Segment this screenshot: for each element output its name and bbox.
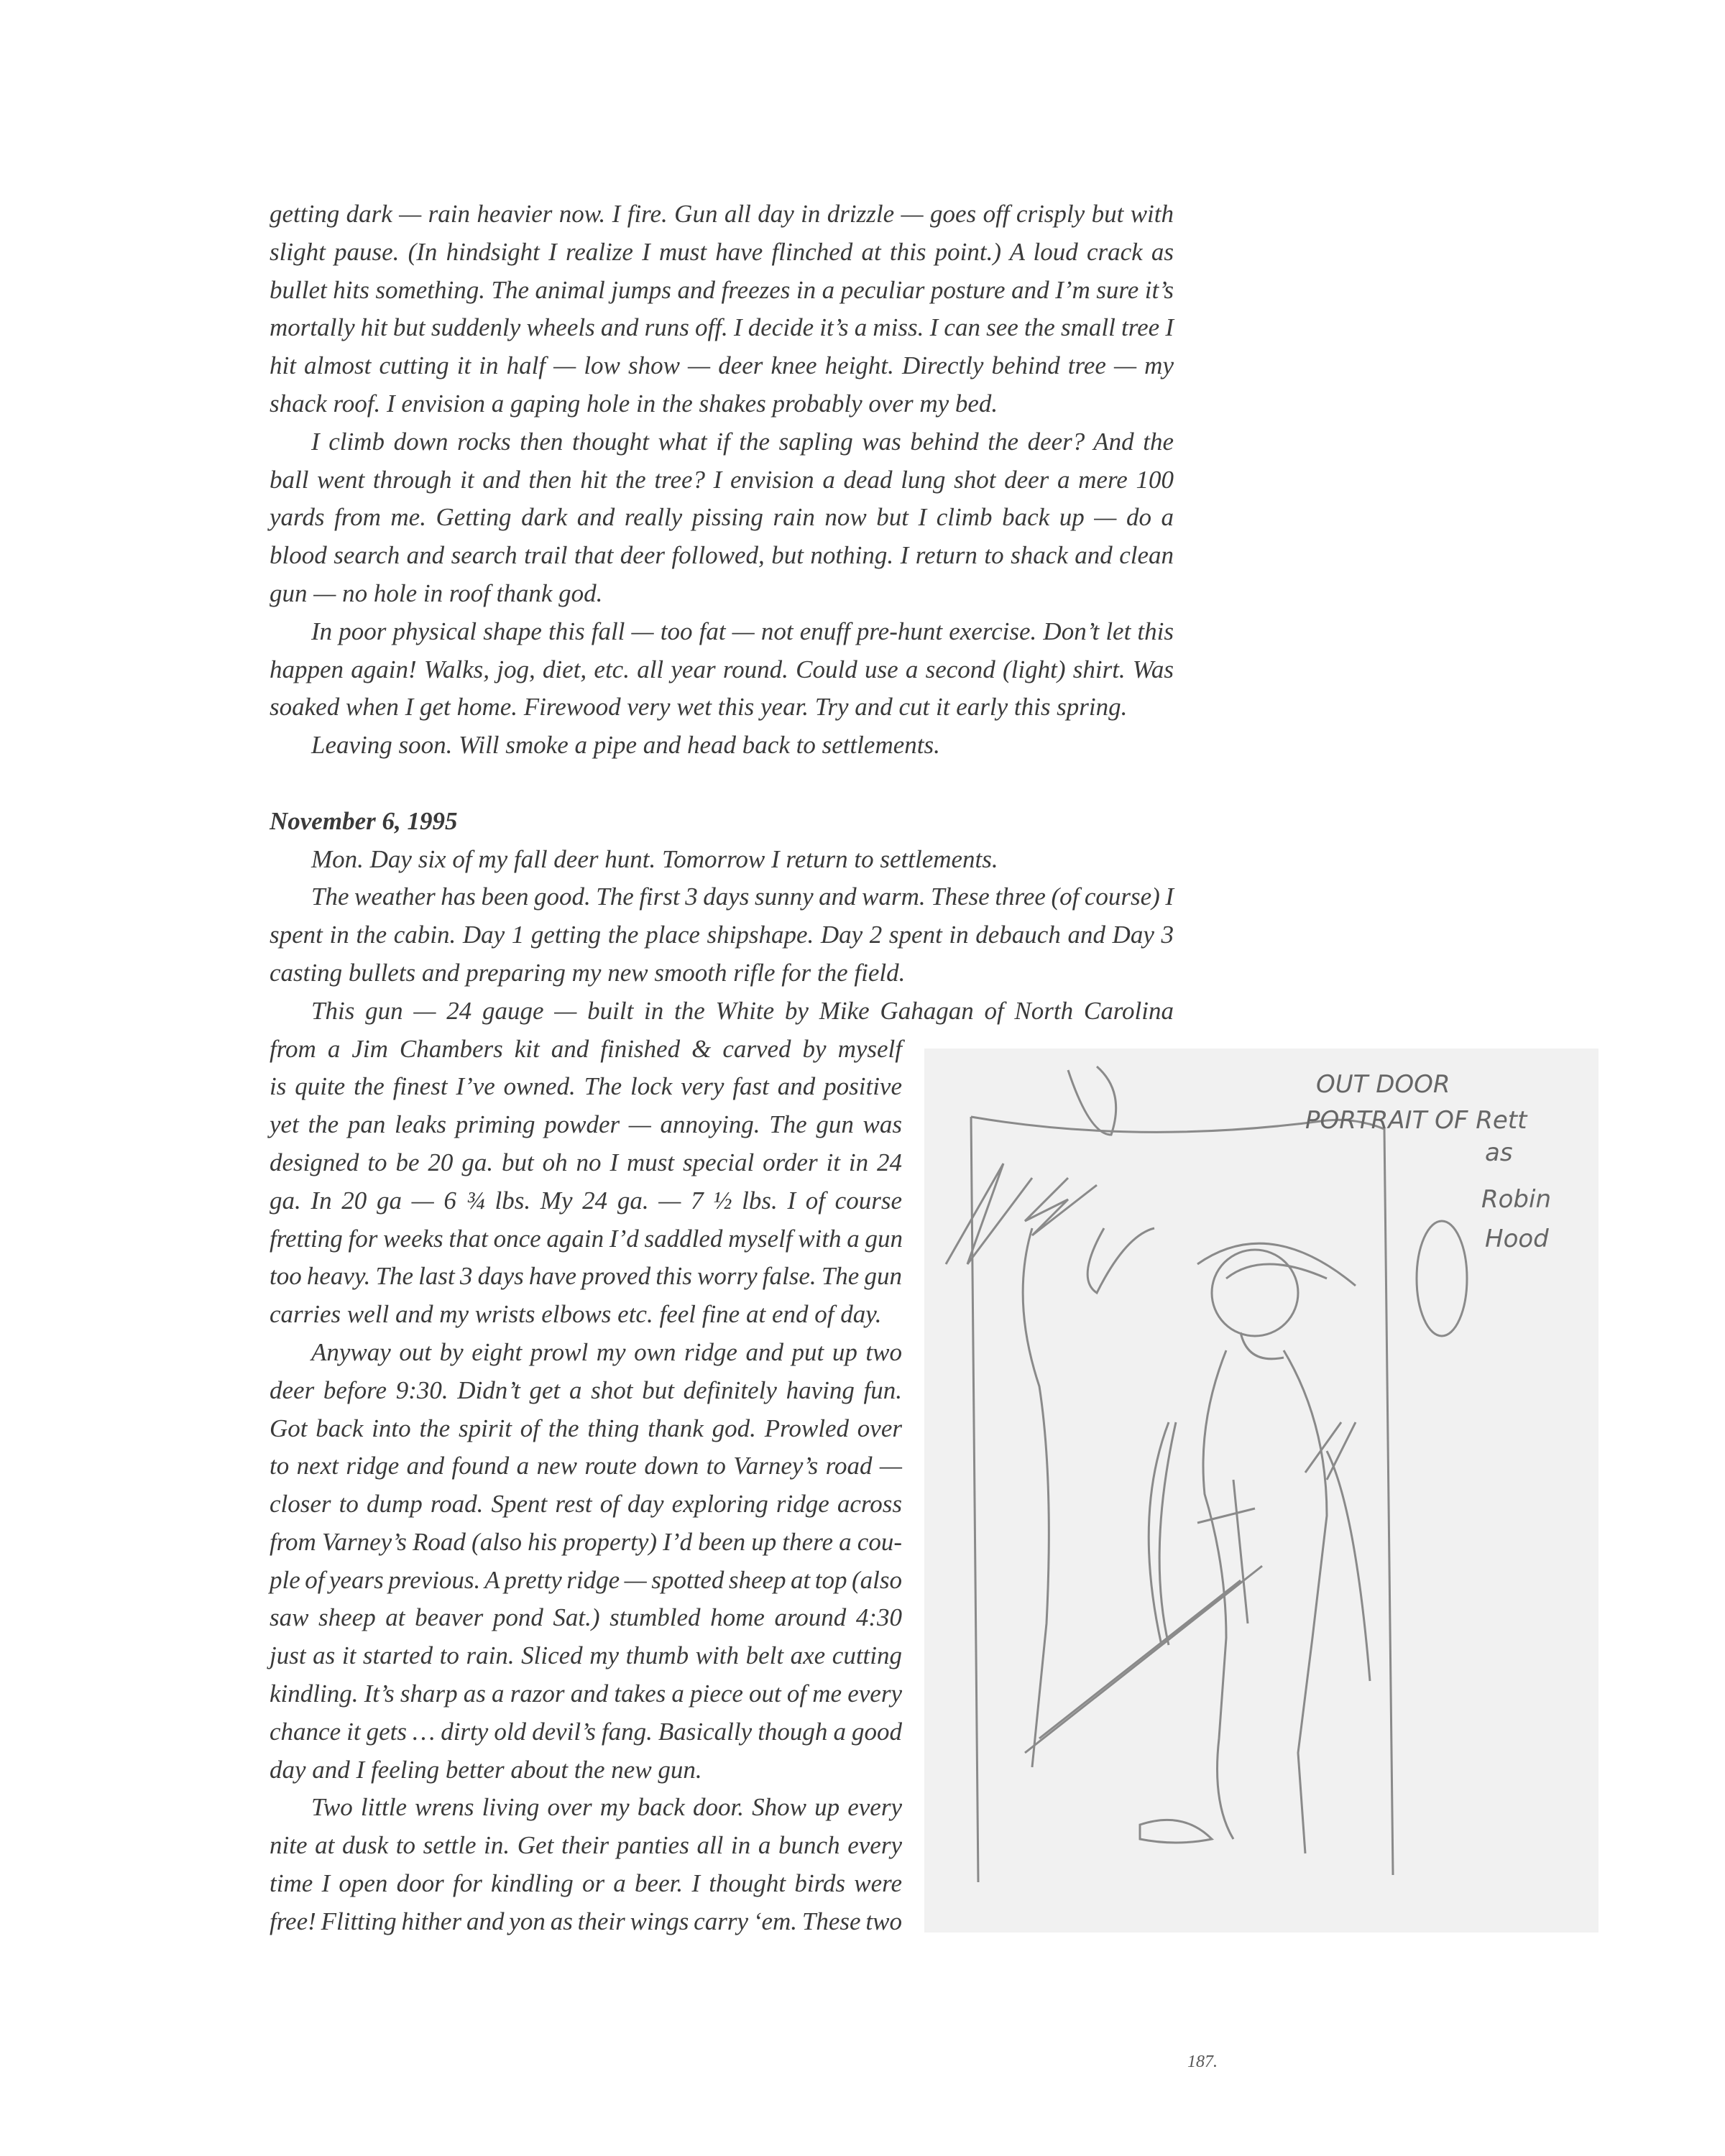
text-line: blood search and search trail that deer followed, but nothing. I return to shack and clean — [270, 541, 1174, 570]
text-line: Two little wrens living over my back door. Show up every — [311, 1793, 902, 1822]
text-line: I climb down rocks then thought what if the sapling was behind the deer? And the — [311, 427, 1174, 456]
text-line: ball went through it and then hit the tree? I envision a dead lung shot deer a mere 100 — [270, 465, 1174, 494]
text-line: spent in the cabin. Day 1 getting the place shipshape. Day 2 spent in debauch and Day 3 — [270, 921, 1174, 949]
text-line: yet the pan leaks priming powder — annoying. The gun was — [270, 1110, 902, 1139]
paragraph — [270, 841, 1174, 879]
text-line: designed to be 20 ga. but oh no I must special order it in 24 — [270, 1148, 902, 1176]
text-line: casting bullets and preparing my new smooth rifle for the field. — [270, 958, 906, 987]
sketch-note-robin: Robin — [1481, 1185, 1552, 1214]
text-line: getting dark — rain heavier now. I fire. Gun all day in drizzle — goes off crisply but with — [270, 200, 1174, 228]
text-line: chance it gets … dirty old devil’s fang. Basically though a good — [270, 1717, 902, 1746]
text-line: nite at dusk to settle in. Get their panties all in a bunch every — [270, 1831, 902, 1860]
spacer — [270, 765, 1174, 803]
text-line: to next ridge and found a new route down to Varney’s road — — [270, 1452, 902, 1480]
entry-date-heading: November 6, 1995 — [270, 806, 458, 835]
text-line: is quite the finest I’ve owned. The lock very fast and positive — [270, 1072, 902, 1101]
sketch-note-portrait: PORTRAIT OF Rett — [1305, 1106, 1527, 1135]
text-line: bullet hits something. The animal jumps and freezes in a peculiar posture and I’m sure it’s — [270, 275, 1174, 304]
text-line: mortally hit but suddenly wheels and runs off. I decide it’s a miss. I can see the small tree I — [270, 313, 1174, 342]
text-line: Leaving soon. Will smoke a pipe and head back to settlements. — [311, 731, 940, 760]
text-line: hit almost cutting it in half — low show — deer knee height. Directly behind tree — my — [270, 351, 1174, 380]
sketch-drawing — [924, 1049, 1598, 1932]
paragraph — [270, 195, 1174, 423]
text-line: gun — no hole in roof thank god. — [270, 579, 603, 607]
text-line: Got back into the spirit of the thing thank god. Prowled over — [270, 1414, 902, 1442]
text-line: slight pause. (In hindsight I realize I must have flinched at this point.) A loud crack as — [270, 237, 1174, 266]
text-line: In poor physical shape this fall — too fat — not enuff pre-hunt exercise. Don’t let this — [311, 617, 1174, 645]
text-line: from Varney’s Road (also his property) I’d been up there a cou- — [270, 1527, 902, 1556]
text-line: Anyway out by eight prowl my own ridge and put up two — [311, 1337, 902, 1366]
paragraph — [270, 727, 1174, 765]
paragraph — [270, 878, 1174, 992]
text-line: ple of years previous. A pretty ridge — spotted sheep at top (also — [270, 1565, 902, 1594]
text-line: kindling. It’s sharp as a razor and takes a piece out of me every — [270, 1680, 902, 1708]
text-line: from a Jim Chambers kit and finished & carved by myself — [270, 1034, 902, 1063]
text-line: too heavy. The last 3 days have proved this worry false. The gun — [270, 1262, 902, 1291]
text-line: This gun — 24 gauge — built in the White by Mike Gahagan of North Carolina — [311, 996, 1174, 1025]
text-line: day and I feeling better about the new gun. — [270, 1755, 702, 1784]
text-line: saw sheep at beaver pond Sat.) stumbled home around 4:30 — [270, 1603, 902, 1632]
page-number: 187. — [1187, 2053, 1218, 2071]
text-line: The weather has been good. The first 3 days sunny and warm. These three (of course) I — [311, 883, 1174, 911]
sketch-note-hood: Hood — [1485, 1225, 1549, 1253]
text-line: deer before 9:30. Didn’t get a shot but definitely having fun. — [270, 1376, 902, 1404]
text-line: free! Flitting hither and yon as their wings carry ‘em. These two — [270, 1907, 902, 1935]
text-line: fretting for weeks that once again I’d saddled myself with a gun — [270, 1224, 903, 1253]
text-line: shack roof. I envision a gaping hole in the shakes probably over my bed. — [270, 389, 998, 418]
text-line: ga. In 20 ga — 6 ¾ lbs. My 24 ga. — 7 ½ lbs. I of course — [270, 1186, 902, 1215]
paragraph — [270, 423, 1174, 613]
text-line: Mon. Day six of my fall deer hunt. Tomorrow I return to settlements. — [311, 844, 998, 873]
text-line: time I open door for kindling or a beer. I thought birds were — [270, 1869, 902, 1898]
text-line: just as it started to rain. Sliced my thumb with belt axe cutting — [270, 1641, 902, 1670]
text-line: soaked when I get home. Firewood very wet this year. Try and cut it early this spring. — [270, 693, 1128, 722]
text-line: closer to dump road. Spent rest of day exploring ridge across — [270, 1490, 902, 1519]
text-line: carries well and my wrists elbows etc. feel fine at end of day. — [270, 1300, 882, 1329]
text-line: happen again! Walks, jog, diet, etc. all year round. Could use a second (light) shirt. Was — [270, 655, 1174, 683]
sketch-note-as: as — [1485, 1138, 1513, 1167]
pencil-sketch-robin-hood — [924, 1049, 1598, 1932]
text-line: yards from me. Getting dark and really pissing rain now but I climb back up — do a — [270, 503, 1174, 532]
paragraph — [270, 613, 1174, 727]
sketch-note-outdoor: OUT DOOR — [1316, 1070, 1450, 1099]
